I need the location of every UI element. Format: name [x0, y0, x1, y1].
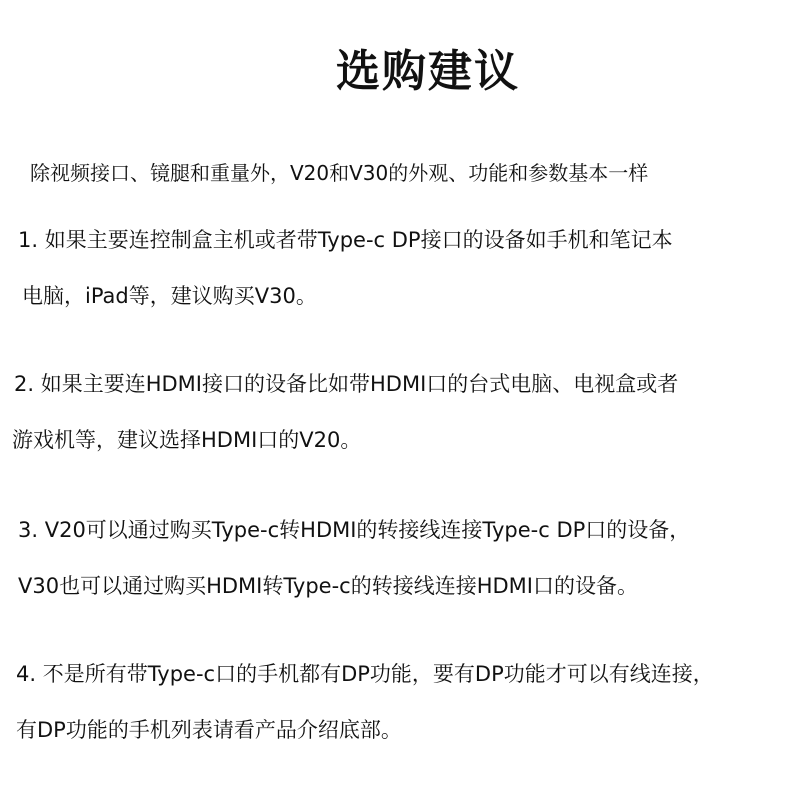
recommendation-item-1 — [18, 222, 794, 334]
recommendation-item-2 — [14, 366, 790, 478]
recommendation-item-3-line-1: 3. V20可以通过购买Type-c转HDMI的转接线连接Type-c DP口的设备， — [18, 518, 691, 542]
recommendation-item-2-line-2: 游戏机等，建议选择HDMI口的V20。 — [12, 428, 362, 452]
recommendation-item-2-line-1: 2. 如果主要连HDMI接口的设备比如带HDMI口的台式电脑、电视盒或者 — [14, 372, 679, 396]
recommendation-item-1-line-2: 电脑，iPad等，建议购买V30。 — [22, 284, 317, 308]
recommendation-item-3 — [18, 512, 794, 624]
recommendation-item-4-line-1: 4. 不是所有带Type-c口的手机都有DP功能，要有DP功能才可以有线连接， — [16, 662, 714, 686]
intro-paragraph: 除视频接口、镜腿和重量外，V20和V30的外观、功能和参数基本一样 — [30, 161, 649, 185]
recommendation-item-1-line-1: 1. 如果主要连控制盒主机或者带Type-c DP接口的设备如手机和笔记本 — [18, 228, 673, 252]
recommendation-item-4 — [16, 656, 792, 768]
page-title: 选购建议 — [336, 46, 520, 97]
recommendation-item-3-line-2: V30也可以通过购买HDMI转Type-c的转接线连接HDMI口的设备。 — [18, 574, 638, 598]
recommendation-item-4-line-2: 有DP功能的手机列表请看产品介绍底部。 — [16, 718, 402, 742]
